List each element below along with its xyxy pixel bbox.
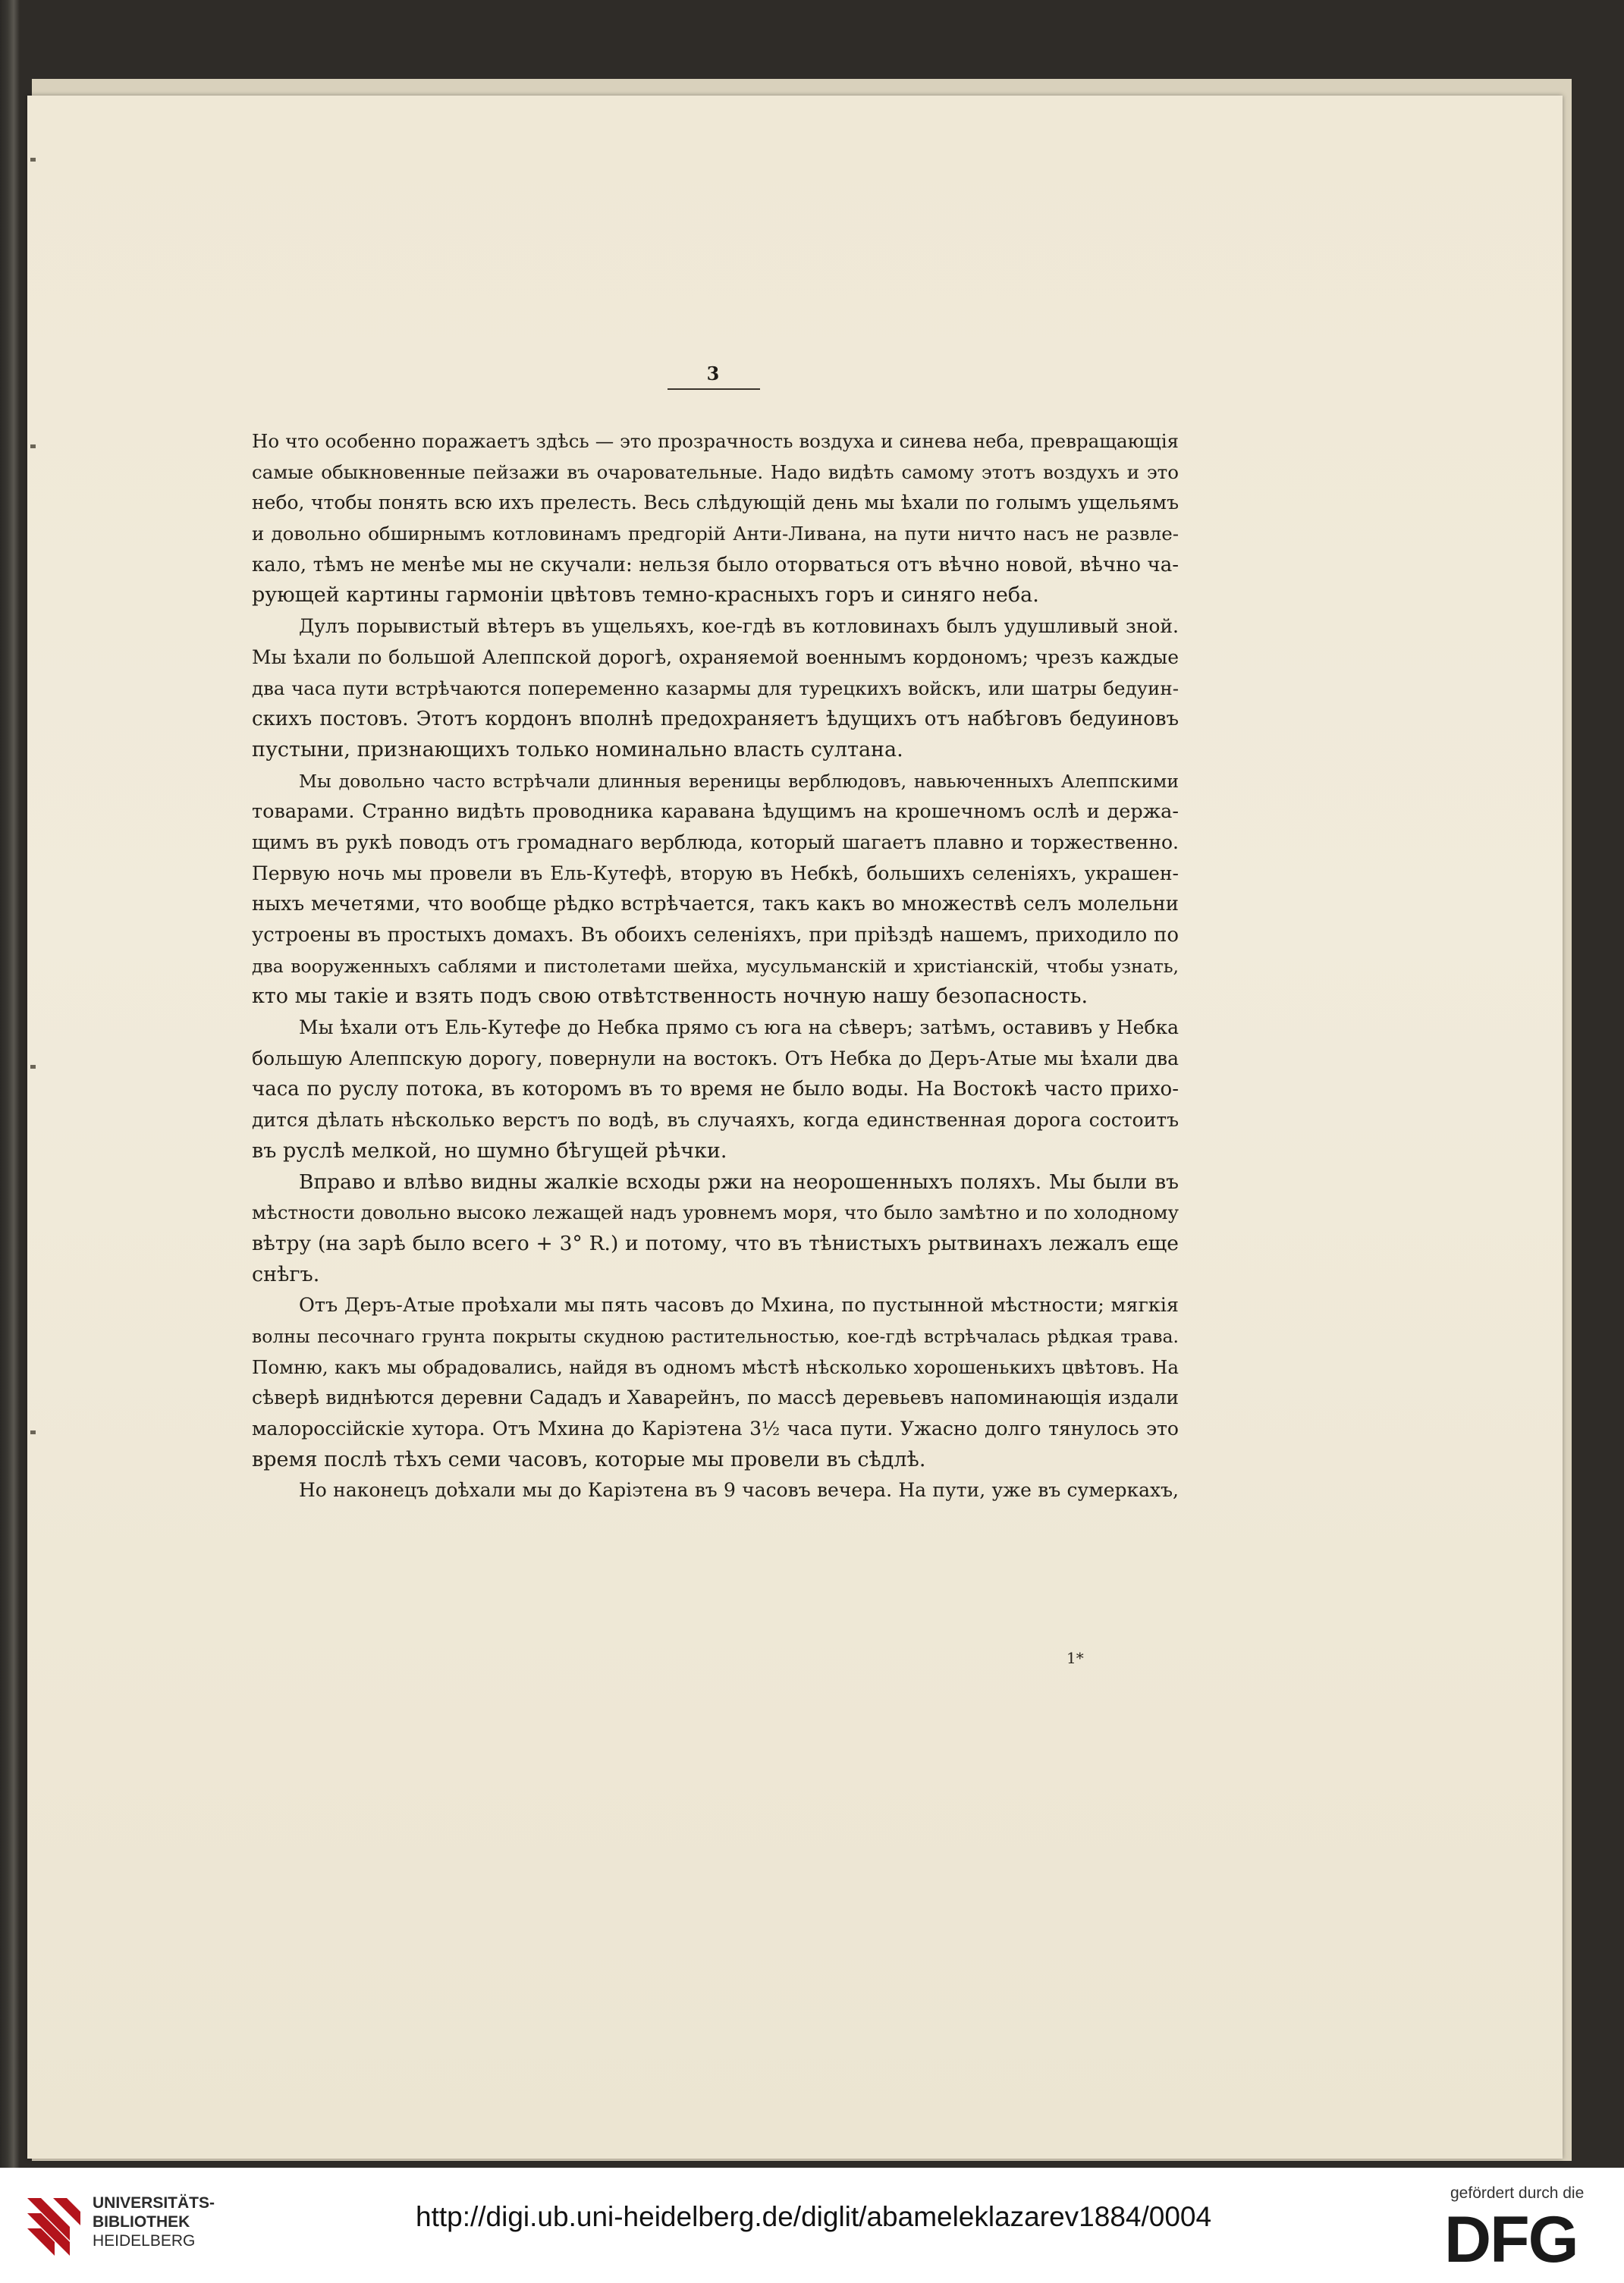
dfg-logo-icon <box>1444 2209 1604 2271</box>
text-line: самые обыкновенные пейзажи въ очаровательные. Надо видѣть самому этотъ воздухъ и это <box>252 460 1179 483</box>
text-line: мѣстности довольно высоко лежащей надъ уровнемъ моря, что было замѣтно и по холодному <box>252 1201 1179 1224</box>
text-line: кто мы такіе и взять подъ свою отвѣтственность ночную нашу безопасность. <box>252 984 1088 1009</box>
text-line: скихъ постовъ. Этотъ кордонъ вполнѣ предохраняетъ ѣдущихъ отъ набѣговъ бедуиновъ <box>252 708 1179 731</box>
funding-note: gefördert durch die <box>1450 2184 1585 2202</box>
text-line: время послѣ тѣхъ семи часовъ, которые мы провели въ сѣдлѣ. <box>252 1447 926 1471</box>
dfg-logo-text: DFG <box>1444 2209 1578 2271</box>
source-url-link[interactable]: http://digi.ub.uni-heidelberg.de/diglit/abameleklazarev1884/0004 <box>416 2201 1212 2232</box>
text-line: малороссійскіе хутора. Отъ Мхина до Каріэтена 3½ часа пути. Ужасно долго тянулось это <box>252 1418 1179 1440</box>
text-line: въ руслѣ мелкой, но шумно бѣгущей рѣчки. <box>252 1138 727 1163</box>
text-line: рующей картины гармоніи цвѣтовъ темно-красныхъ горъ и синяго неба. <box>252 583 1039 608</box>
text-line: пустыни, признающихъ только номинально власть султана. <box>252 737 903 762</box>
text-line: товарами. Странно видѣть проводника каравана ѣдущимъ на крошечномъ ослѣ и держа- <box>252 800 1179 824</box>
university-library-logo-icon <box>23 2192 85 2257</box>
text-line: Помню, какъ мы обрадовались, найдя въ одномъ мѣстѣ нѣсколько хорошенькихъ цвѣтовъ. На <box>252 1355 1179 1378</box>
text-line: Но наконецъ доѣхали мы до Каріэтена въ 9 часовъ вечера. На пути, уже въ сумеркахъ, <box>299 1479 1179 1502</box>
text-line: два часа пути встрѣчаются попеременно казармы для турецкихъ войскъ, или шатры бедуин- <box>252 677 1179 699</box>
text-line: снѣгъ. <box>252 1262 320 1286</box>
text-line: ныхъ мечетями, что вообще рѣдко встрѣчается, такъ какъ во множествѣ селъ молельни <box>252 893 1179 916</box>
text-line: кало, тѣмъ не менѣе мы не скучали: нельзя было оторваться отъ вѣчно новой, вѣчно ча- <box>252 553 1179 576</box>
text-line: часа по руслу потока, въ которомъ въ то время не было воды. На Востокѣ часто прихо- <box>252 1078 1179 1101</box>
text-line: устроены въ простыхъ домахъ. Въ обоихъ селеніяхъ, при пріѣздѣ нашемъ, приходило по <box>252 924 1179 947</box>
text-line: щимъ въ рукѣ поводъ отъ громаднаго верблюда, который шагаетъ плавно и торжественно. <box>252 831 1179 853</box>
signature-mark: 1* <box>1066 1649 1084 1667</box>
text-line: небо, чтобы понять всю ихъ прелесть. Весь слѣдующій день мы ѣхали по голымъ ущельямъ <box>252 491 1179 514</box>
margin-mark <box>30 1430 36 1434</box>
text-line: Мы ѣхали по большой Алеппской дорогѣ, охраняемой военнымъ кордономъ; чрезъ каждые <box>252 645 1179 668</box>
text-line: Но что особенно поражаетъ здѣсь — это прозрачность воздуха и синева неба, превращающія <box>252 430 1179 452</box>
page-number: 3 <box>706 363 720 385</box>
text-line: сѣверѣ виднѣются деревни Сададъ и Хаварейнъ, по массѣ деревьевъ напоминающія издали <box>252 1386 1179 1409</box>
text-line: два вооруженныхъ саблями и пистолетами шейха, мусульманскій и христіанскій, чтобы узнать, <box>252 955 1179 977</box>
text-line: волны песочнаго грунта покрыты скудною растительностью, кое-гдѣ встрѣчалась рѣдкая трава. <box>252 1325 1179 1347</box>
margin-mark <box>30 444 36 448</box>
text-line: дится дѣлать нѣсколько верстъ по водѣ, въ случаяхъ, когда единственная дорога состоитъ <box>252 1109 1179 1132</box>
text-line: Вправо и влѣво видны жалкіе всходы ржи на неорошенныхъ поляхъ. Мы были въ <box>299 1170 1179 1194</box>
text-line: Мы довольно часто встрѣчали длинныя вереницы верблюдовъ, навьюченныхъ Алеппскими <box>299 770 1179 792</box>
margin-mark <box>30 158 36 162</box>
library-name-line-2: BIBLIOTHEK <box>93 2213 190 2231</box>
text-line: Мы ѣхали отъ Ель-Кутефе до Небка прямо съ юга на сѣверъ; затѣмъ, оставивъ у Небка <box>299 1016 1179 1039</box>
text-line: и довольно обширнымъ котловинамъ предгорій Анти-Ливана, на пути ничто насъ не развле- <box>252 523 1179 545</box>
text-line: большую Алеппскую дорогу, повернули на востокъ. Отъ Небка до Деръ-Атые мы ѣхали два <box>252 1047 1179 1069</box>
text-line: Первую ночь мы провели въ Ель-Кутефѣ, вторую въ Небкѣ, большихъ селеніяхъ, украшен- <box>252 862 1179 884</box>
library-name-line-1: UNIVERSITÄTS- <box>93 2194 215 2212</box>
text-line: Дулъ порывистый вѣтеръ въ ущельяхъ, кое-гдѣ въ котловинахъ былъ удушливый зной. <box>299 615 1179 638</box>
page-number-rule <box>668 388 760 390</box>
text-line: Отъ Деръ-Атые проѣхали мы пять часовъ до Мхина, по пустынной мѣстности; мягкія <box>299 1294 1179 1317</box>
margin-mark <box>30 1065 36 1069</box>
text-line: вѣтру (на зарѣ было всего + 3° R.) и потому, что въ тѣнистыхъ рытвинахъ лежалъ еще <box>252 1231 1179 1255</box>
body-text <box>252 426 1179 1506</box>
library-name-line-3: HEIDELBERG <box>93 2232 196 2250</box>
library-name <box>93 2194 215 2250</box>
